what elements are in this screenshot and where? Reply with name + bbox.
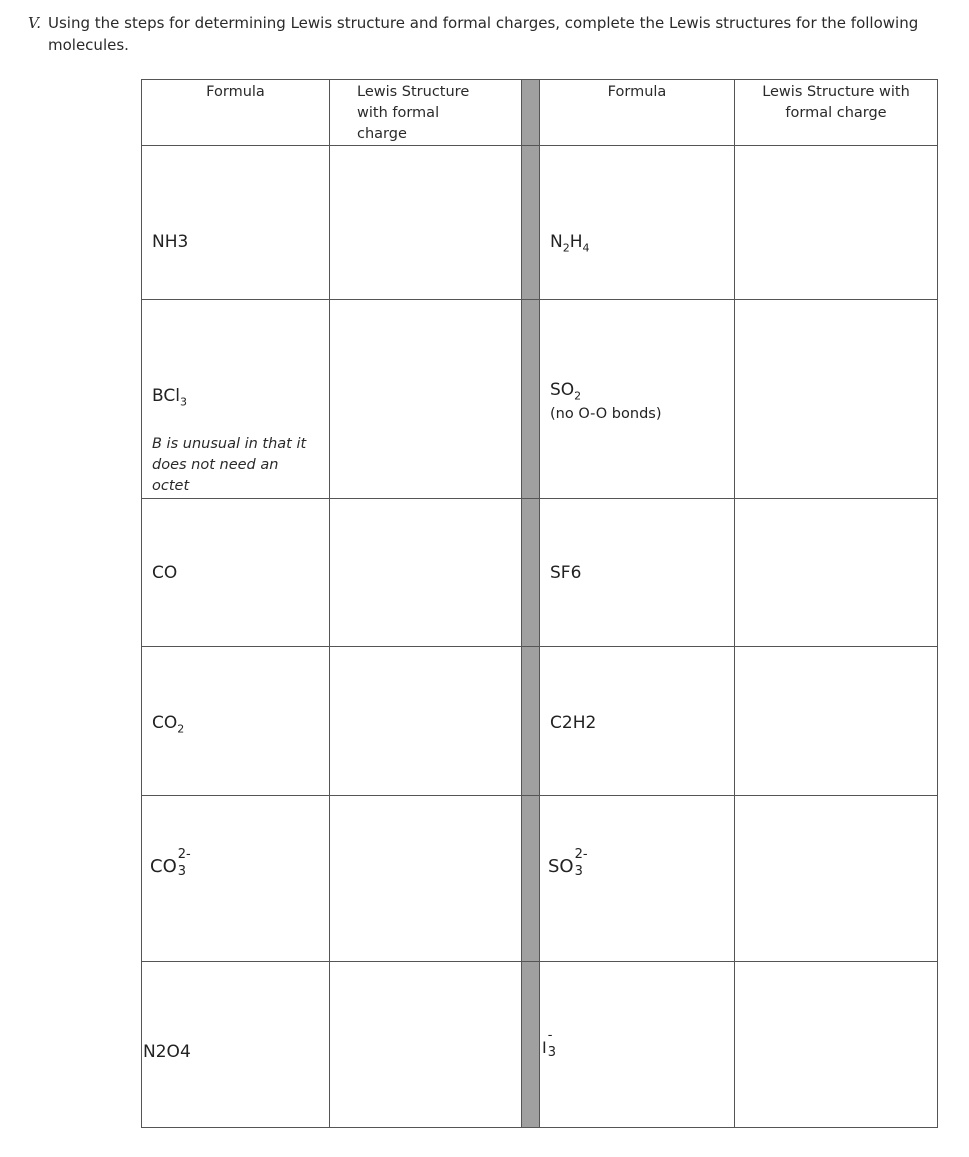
- formula-cell: [142, 647, 330, 796]
- formula-bcl3: BCl$_3$: [152, 386, 187, 409]
- formula-n2o4: N2O4: [143, 1042, 191, 1062]
- column-divider: [522, 300, 540, 499]
- instructions: [28, 12, 928, 56]
- lewis-structure-cell[interactable]: [330, 962, 522, 1128]
- column-divider: [522, 146, 540, 300]
- lewis-structure-cell[interactable]: [330, 146, 522, 300]
- formula-cell: [540, 499, 735, 647]
- column-divider: [522, 499, 540, 647]
- formula-cell: [142, 962, 330, 1128]
- instructions-line-2: molecules.: [48, 36, 129, 54]
- formula-cell: [540, 647, 735, 796]
- formula-carbonate-ion: CO 2- 3: [150, 847, 191, 879]
- lewis-structure-cell[interactable]: [735, 146, 938, 300]
- formula-sf6: SF6: [550, 563, 582, 583]
- lewis-structure-cell[interactable]: [330, 647, 522, 796]
- column-divider: [522, 80, 540, 146]
- header-formula-right: Formula: [540, 80, 735, 146]
- table-row: [142, 962, 938, 1128]
- table-row: [142, 146, 938, 300]
- lewis-structure-cell[interactable]: [330, 796, 522, 962]
- table-row: [142, 499, 938, 647]
- lewis-structure-table: [141, 79, 938, 1128]
- header-formula-left: Formula: [142, 80, 330, 146]
- header-row: [142, 80, 938, 146]
- formula-so2: $SO_2$ (no O-O bonds): [550, 380, 662, 423]
- lewis-structure-cell[interactable]: [735, 796, 938, 962]
- header-lewis-right: Lewis Structure with formal charge: [735, 80, 938, 146]
- column-divider: [522, 647, 540, 796]
- column-divider: [522, 962, 540, 1128]
- lewis-structure-cell[interactable]: [735, 962, 938, 1128]
- formula-cell: [142, 300, 330, 499]
- section-numeral: V.: [28, 14, 41, 32]
- formula-cell: [142, 499, 330, 647]
- boron-octet-note: B is unusual in that it does not need an octet: [152, 436, 307, 494]
- formula-cell: [540, 962, 735, 1128]
- formula-nh3: NH3: [152, 232, 189, 252]
- lewis-structure-cell[interactable]: [330, 300, 522, 499]
- instructions-text: Using the steps for determining Lewis structure and formal charges, complete the Lewis structures for the following: [48, 14, 919, 32]
- table-row: [142, 796, 938, 962]
- formula-cell: [540, 796, 735, 962]
- so2-note: (no O-O bonds): [550, 406, 662, 423]
- formula-cell: [142, 146, 330, 300]
- table-row: [142, 647, 938, 796]
- lewis-structure-cell[interactable]: [735, 647, 938, 796]
- formula-cell: [540, 146, 735, 300]
- formula-triiodide-ion: I - 3: [542, 1028, 556, 1060]
- column-divider: [522, 796, 540, 962]
- lewis-structure-cell[interactable]: [330, 499, 522, 647]
- formula-co2: $CO_2$: [152, 713, 185, 736]
- table-row: [142, 300, 938, 499]
- formula-sulfite-ion: SO 2- 3: [548, 847, 588, 879]
- formula-cell: [540, 300, 735, 499]
- formula-c2h2: C2H2: [550, 713, 597, 733]
- lewis-structure-cell[interactable]: [735, 499, 938, 647]
- lewis-structure-cell[interactable]: [735, 300, 938, 499]
- formula-co: CO: [152, 563, 178, 583]
- formula-n2h4: $N_2H_4$: [550, 232, 590, 255]
- formula-cell: [142, 796, 330, 962]
- instructions-line-1: [28, 12, 928, 34]
- header-lewis-left: Lewis Structure with formal charge: [330, 80, 522, 146]
